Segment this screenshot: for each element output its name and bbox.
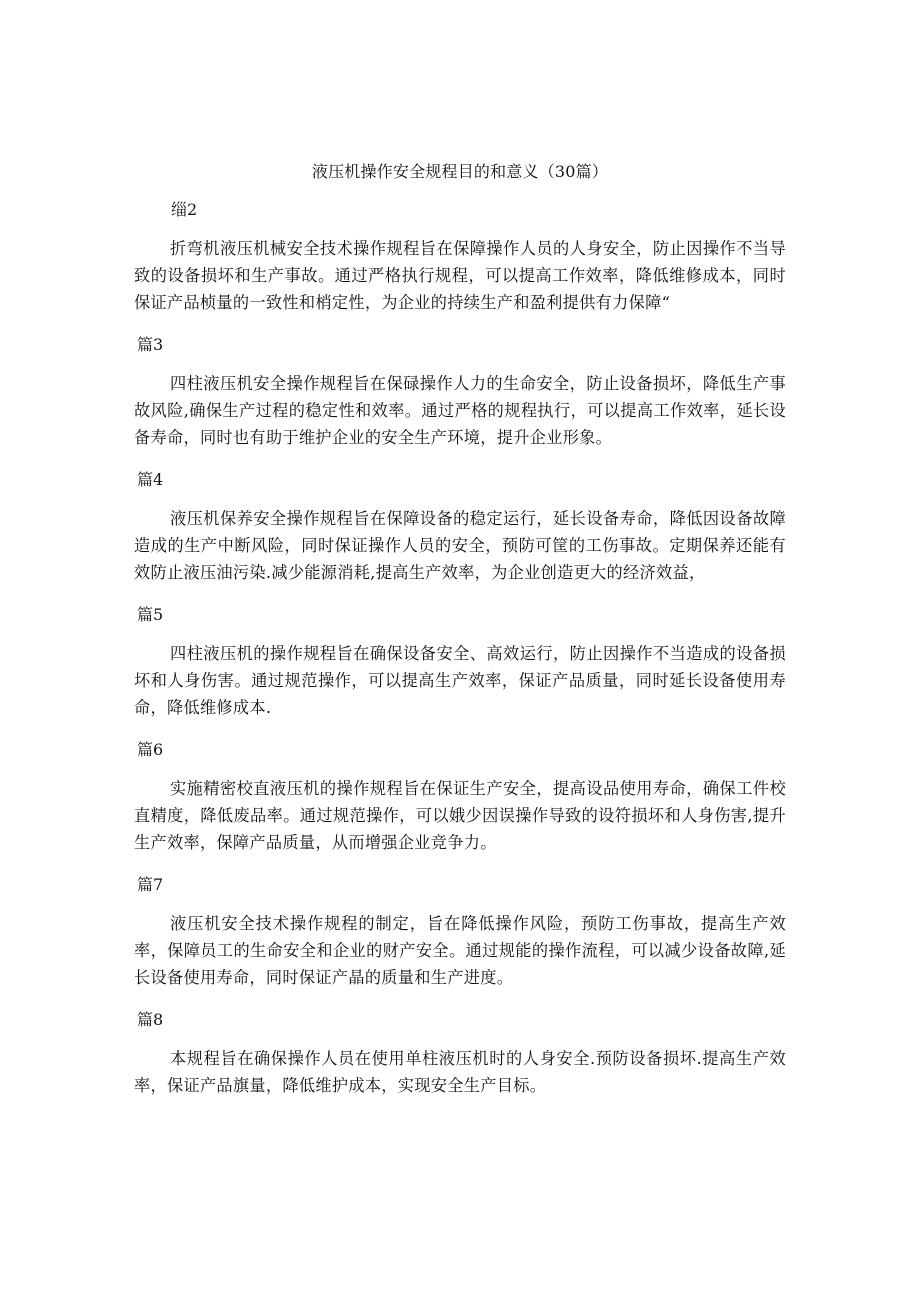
section-8 — [134, 1008, 786, 1099]
section-heading: 篇7 — [137, 875, 164, 894]
document-body — [134, 198, 786, 1116]
section-3 — [134, 333, 786, 451]
section-7 — [134, 873, 786, 991]
section-paragraph: 四柱液压机的操作规程旨在确保设备安全、高效运行，防止因操作不当造成的设备损坏和人身伤害。通过规范操作，可以提高生产效率，保证产品质量，同时延长设备使用寿命，降低维修成本. — [134, 644, 786, 717]
section-paragraph: 液压机保养安全操作规程旨在保障设备的稳定运行，延长设备寿命，降低因设备故障造成的生产中断风险，同时保证操作人员的安全，预防可筐的工伤事故。定期保养还能有效防止液压油污染.减少能源消耗,提高生产效率，为企业创造更大的经济效益， — [134, 509, 786, 582]
section-paragraph: 四柱液压机安全操作规程旨在保碌操作人力的生命安全，防止设备损坏，降低生产事故风险,确保生产过程的稳定性和效率。通过严格的规程执行，可以提高工作效率，延长设备寿命，同时也有助于维护企业的安全生产环境，提升企业形象。 — [134, 374, 786, 447]
section-heading: 篇8 — [137, 1010, 164, 1029]
section-4 — [134, 468, 786, 586]
section-heading: 篇4 — [137, 470, 164, 489]
section-heading: 篇5 — [137, 605, 164, 624]
section-heading: 篇6 — [137, 740, 164, 759]
section-paragraph: 实施精密校直液压机的操作规程旨在保证生产安全，提高设品使用寿命，确保工件校直精度，降低废品率。通过规范操作，可以娥少因误操作导致的设符损坏和人身伤害,提升生产效率，保障产品质量，从而增强企业竞争力。 — [134, 779, 786, 852]
section-5 — [134, 603, 786, 721]
section-2 — [134, 198, 786, 316]
document-title: 液压机操作安全规程目的和意义（30篇） — [311, 162, 609, 181]
section-6 — [134, 738, 786, 856]
section-paragraph: 折弯机液压机械安全技术操作规程旨在保障操作人员的人身安全，防止因操作不当导致的设备损坏和生产事故。通过严格执行规程，可以提高工作效率，降低维修成本，同时保证产品桢量的一致性和梢定性，为企业的持续生产和盈利提供有力保障“ — [134, 239, 786, 312]
section-heading: 缁2 — [171, 200, 198, 219]
section-paragraph: 本规程旨在确保操作人员在使用单柱液压机时的人身安全.预防设备损坏.提高生产效率，保证产品旗量，降低维护成本，实现安全生产目标。 — [134, 1049, 786, 1095]
section-heading: 篇3 — [137, 335, 164, 354]
section-paragraph: 液压机安全技术操作规程的制定，旨在降低操作风险，预防工伤事故，提高生产效率，保障员工的生命安全和企业的财产安全。通过规能的操作流程，可以减少设备故障,延长设备使用寿命，同时保证产晶的质量和生产进度。 — [134, 914, 786, 987]
